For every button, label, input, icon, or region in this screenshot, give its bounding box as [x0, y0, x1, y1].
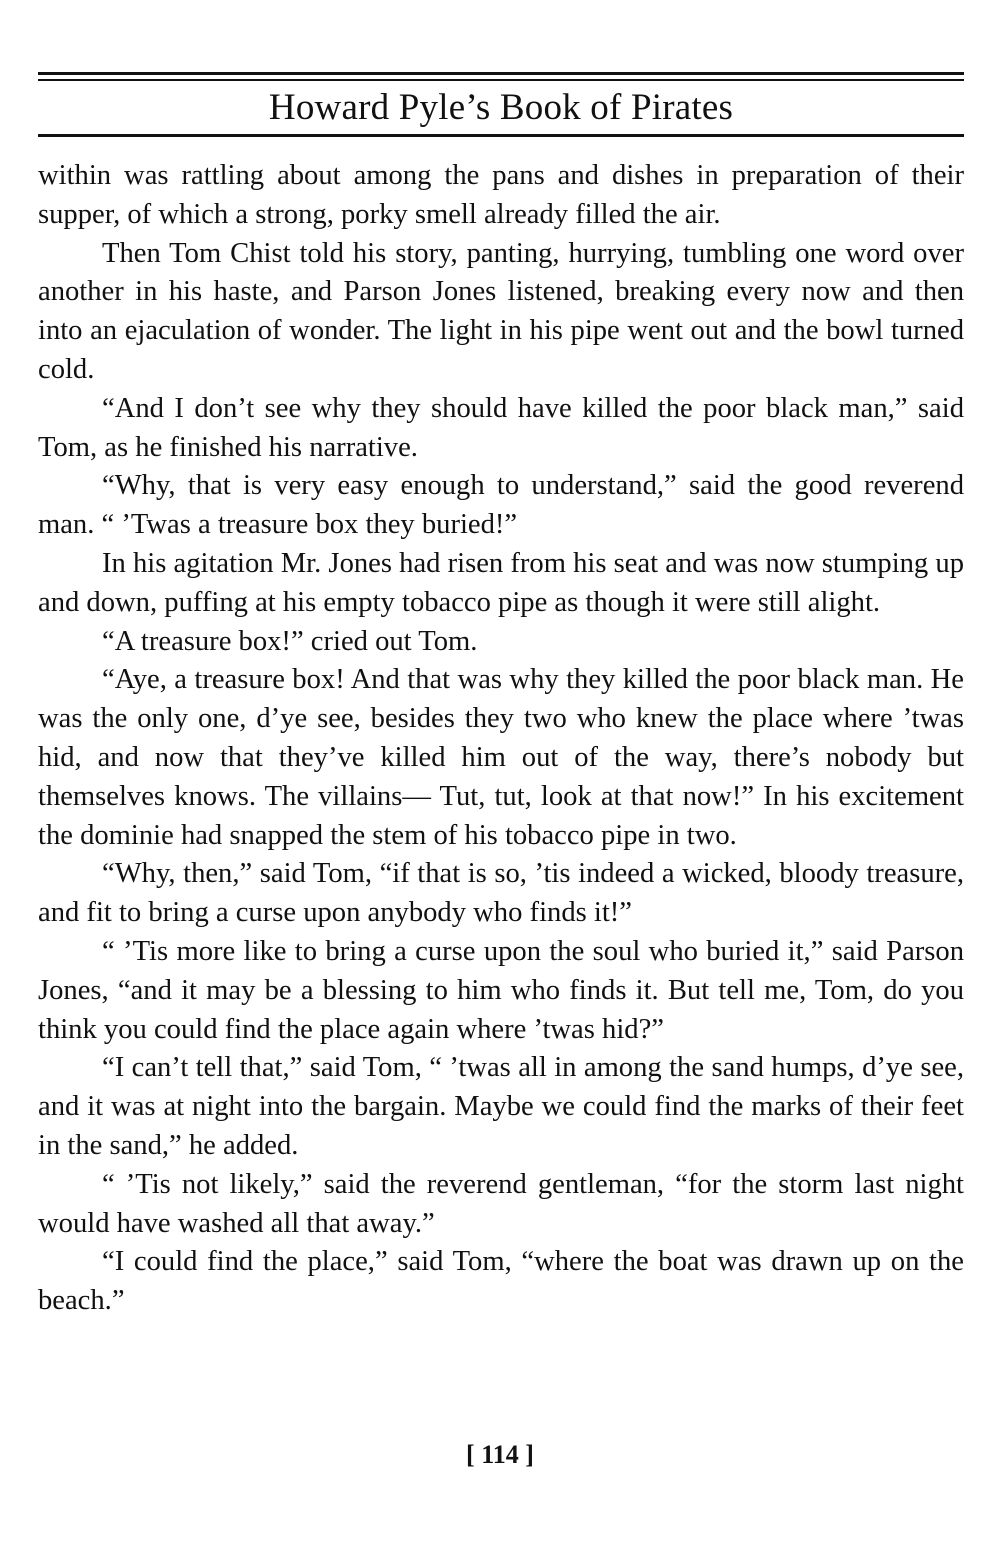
paragraph: In his agitation Mr. Jones had risen from his seat and was now stumping up and down, puffing at his empty tobacco pipe as though it were still alight. [38, 547, 964, 618]
paragraph: “A treasure box!” cried out Tom. [102, 625, 478, 657]
header-rule-top-thin [38, 79, 964, 81]
running-title: Howard Pyle’s Book of Pirates [268, 87, 734, 128]
header-rule-bottom [38, 134, 964, 137]
paragraph: “ ’Tis not likely,” said the reverend gentleman, “for the storm last night would have washed all that away.” [38, 1168, 964, 1239]
paragraph: “I can’t tell that,” said Tom, “ ’twas all in among the sand humps, d’ye see, and it was at night into the bargain. Maybe we could find the marks of their feet in the sand,” he added. [38, 1052, 964, 1161]
paragraph: “Why, then,” said Tom, “if that is so, ’tis indeed a wicked, bloody treasure, and fit to bring a curse upon anybody who finds it!” [38, 858, 964, 929]
paragraph: “Why, that is very easy enough to understand,” said the good reverend man. “ ’Twas a treasure box they buried!” [38, 470, 964, 541]
page-body [38, 157, 964, 1321]
paragraph: Then Tom Chist told his story, panting, hurrying, tumbling one word over another in his haste, and Parson Jones listened, breaking every now and then into an ejaculation of wonder. The light in his pipe went out and the bowl turned cold. [38, 237, 964, 385]
paragraph: “Aye, a treasure box! And that was why they killed the poor black man. He was the only one, d’ye see, besides they two who knew the place where ’twas hid, and now that they’ve killed him out of the way, there’s nobody but themselves knows. The villains— Tut, tut, look at that now!” In his excitement the dominie had snapped the stem of his tobacco pipe in two. [38, 664, 964, 851]
paragraph: “ ’Tis more like to bring a curse upon the soul who buried it,” said Parson Jones, “and it may be a blessing to him who finds it. But tell me, Tom, do you think you could find the place again where ’twas hid?” [38, 935, 964, 1045]
header-rule-top [38, 72, 964, 75]
page-number: [ 114 ] [466, 1440, 534, 1469]
paragraph: “And I don’t see why they should have killed the poor black man,” said Tom, as he finished his narrative. [38, 392, 964, 463]
paragraph-continued: within was rattling about among the pans and dishes in preparation of their supper, of which a strong, porky smell already filled the air. [38, 160, 964, 230]
paragraph: “I could find the place,” said Tom, “where the boat was drawn up on the beach.” [38, 1246, 964, 1317]
